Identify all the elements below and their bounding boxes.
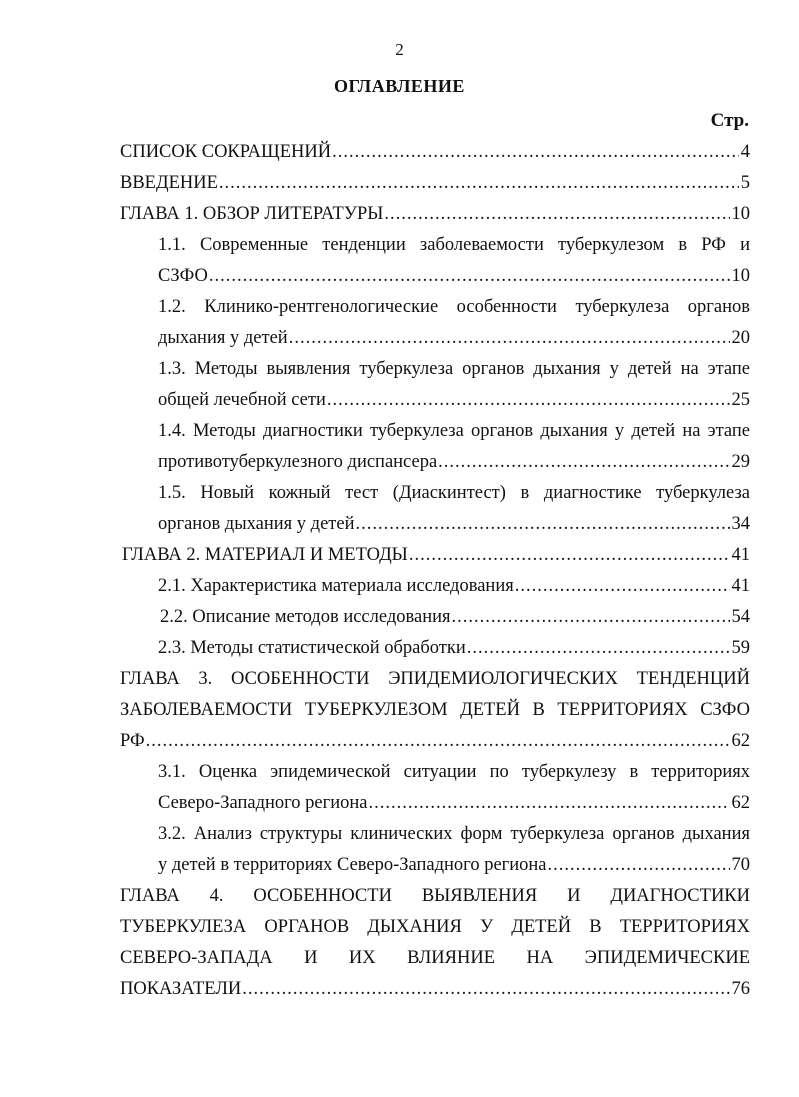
- leader-dots: [289, 323, 730, 354]
- toc-entry-2-2: [120, 602, 750, 633]
- toc-entry-3-1: [120, 757, 750, 819]
- toc-entry-1-5: [120, 478, 750, 540]
- leader-dots: [332, 137, 739, 168]
- toc-entry-chapter-1: [120, 199, 750, 230]
- entry-title: общей лечебной сети: [158, 390, 326, 410]
- page-number: 2: [395, 40, 404, 59]
- leader-dots: [356, 509, 730, 540]
- entry-title: ГЛАВА 1. ОБЗОР ЛИТЕРАТУРЫ: [120, 204, 384, 224]
- entry-title: 2.2. Описание методов исследования: [160, 607, 451, 627]
- toc-entry-2-3: [120, 633, 750, 664]
- toc-entry-2-1: [120, 571, 750, 602]
- entry-title-line: ГЛАВА 4. ОСОБЕННОСТИ ВЫЯВЛЕНИЯ И ДИАГНОСТИКИ: [120, 886, 750, 906]
- toc-entry-3-2: [120, 819, 750, 881]
- entry-title-line: ЗАБОЛЕВАЕМОСТИ ТУБЕРКУЛЕЗОМ ДЕТЕЙ В ТЕРРИТОРИЯХ СЗФО: [120, 700, 750, 720]
- leader-dots: [209, 261, 730, 292]
- entry-title-line: 1.1. Современные тенденции заболеваемости туберкулезом в РФ и: [158, 235, 750, 255]
- entry-title: 2.3. Методы статистической обработки: [158, 638, 466, 658]
- leader-dots: [548, 850, 730, 881]
- leader-dots: [146, 726, 730, 757]
- entry-page: 10: [731, 266, 750, 286]
- leader-dots: [438, 447, 729, 478]
- entry-page: 34: [731, 514, 750, 534]
- entry-page: 41: [731, 545, 750, 565]
- leader-dots: [327, 385, 730, 416]
- toc-entry-abbreviations: [120, 137, 750, 168]
- entry-page: 20: [731, 328, 750, 348]
- entry-title-line: 1.3. Методы выявления туберкулеза органов дыхания у детей на этапе: [158, 359, 750, 379]
- leader-dots: [452, 602, 730, 633]
- entry-title: противотуберкулезного диспансера: [158, 452, 438, 472]
- entry-page: 10: [731, 204, 750, 224]
- entry-title: ПОКАЗАТЕЛИ: [120, 979, 242, 999]
- leader-dots: [409, 540, 730, 571]
- entry-page: 59: [731, 638, 750, 658]
- entry-title: СЗФО: [158, 266, 208, 286]
- toc-entry-chapter-4: [120, 881, 750, 1005]
- entry-page: 4: [740, 142, 750, 162]
- entry-page: 5: [740, 173, 750, 193]
- entry-page: 41: [731, 576, 750, 596]
- entry-page: 29: [731, 452, 750, 472]
- entry-title-line: 3.1. Оценка эпидемической ситуации по туберкулезу в территориях: [158, 762, 750, 782]
- entry-page: 54: [731, 607, 750, 627]
- entry-page: 25: [731, 390, 750, 410]
- leader-dots: [219, 168, 739, 199]
- entry-title: РФ: [120, 731, 145, 751]
- toc-entry-1-4: [120, 416, 750, 478]
- page-column-label: Стр.: [710, 110, 749, 131]
- entry-title: дыхания у детей: [158, 328, 288, 348]
- entry-title-line: 1.2. Клинико-рентгенологические особенности туберкулеза органов: [158, 297, 750, 317]
- toc-entry-1-2: [120, 292, 750, 354]
- entry-title-line: СЕВЕРО-ЗАПАДА И ИХ ВЛИЯНИЕ НА ЭПИДЕМИЧЕСКИЕ: [120, 948, 750, 968]
- entry-title: Северо-Западного региона: [158, 793, 368, 813]
- toc-entry-introduction: [120, 168, 750, 199]
- leader-dots: [242, 974, 729, 1005]
- entry-title-line: 1.4. Методы диагностики туберкулеза органов дыхания у детей на этапе: [158, 421, 750, 441]
- table-of-contents: [120, 137, 750, 1005]
- toc-heading: ОГЛАВЛЕНИЕ: [334, 76, 465, 96]
- entry-title-line: 3.2. Анализ структуры клинических форм туберкулеза органов дыхания: [158, 824, 750, 844]
- toc-entry-1-1: [120, 230, 750, 292]
- entry-title: 2.1. Характеристика материала исследования: [158, 576, 514, 596]
- entry-title-line: ГЛАВА 3. ОСОБЕННОСТИ ЭПИДЕМИОЛОГИЧЕСКИХ ТЕНДЕНЦИЙ: [120, 669, 750, 689]
- entry-page: 62: [731, 731, 750, 751]
- entry-title: органов дыхания у детей: [158, 514, 355, 534]
- entry-title: у детей в территориях Северо-Западного региона: [158, 855, 547, 875]
- entry-page: 76: [731, 979, 750, 999]
- entry-page: 62: [731, 793, 750, 813]
- entry-page: 70: [731, 855, 750, 875]
- toc-entry-chapter-2: [120, 540, 750, 571]
- leader-dots: [467, 633, 730, 664]
- entry-title: ВВЕДЕНИЕ: [120, 173, 218, 193]
- toc-entry-chapter-3: [120, 664, 750, 757]
- leader-dots: [384, 199, 729, 230]
- leader-dots: [369, 788, 730, 819]
- toc-entry-1-3: [120, 354, 750, 416]
- leader-dots: [515, 571, 730, 602]
- entry-title: ГЛАВА 2. МАТЕРИАЛ И МЕТОДЫ: [122, 545, 408, 565]
- entry-title: СПИСОК СОКРАЩЕНИЙ: [120, 142, 332, 162]
- entry-title-line: 1.5. Новый кожный тест (Диаскинтест) в диагностике туберкулеза: [158, 483, 750, 503]
- entry-title-line: ТУБЕРКУЛЕЗА ОРГАНОВ ДЫХАНИЯ У ДЕТЕЙ В ТЕРРИТОРИЯХ: [120, 917, 750, 937]
